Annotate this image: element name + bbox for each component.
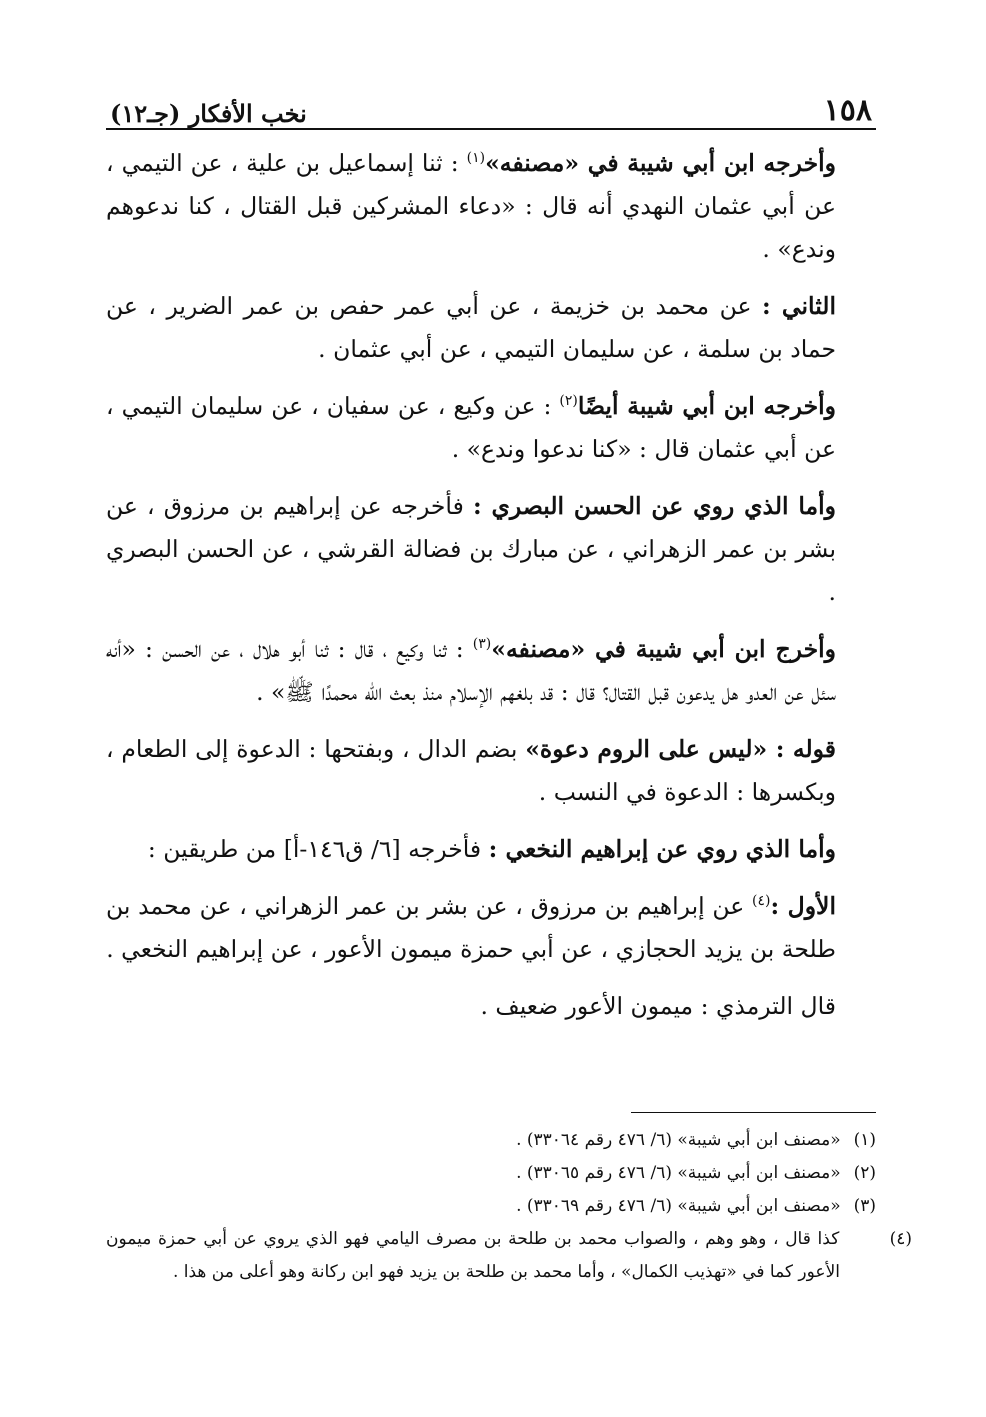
footnote-divider <box>631 1112 876 1113</box>
paragraph <box>106 485 876 614</box>
paragraph <box>106 828 876 871</box>
footnote-text: «مصنف ابن أبي شيبة» (٦/ ٤٧٦ رقم ٣٣٠٦٥) . <box>516 1163 841 1183</box>
paragraph <box>106 885 876 971</box>
running-title: نخب الأفكار (جـ١٢) <box>110 99 307 128</box>
page-header <box>106 72 876 130</box>
paragraph-lead: قوله : «ليس على الروم دعوة» <box>525 735 837 763</box>
footnote <box>106 1223 913 1289</box>
paragraph <box>106 728 876 814</box>
footnote-number: (٤) <box>889 1229 913 1249</box>
footnote <box>106 1157 876 1190</box>
paragraph-text: عن إبراهيم بن مرزوق ، عن بشر بن عمر الزهراني ، عن محمد بن طلحة بن يزيد الحجازي ، عن أبي حمزة ميمون الأعور ، عن إبراهيم النخعي . <box>106 892 836 963</box>
paragraph-text: فأخرجه عن إبراهيم بن مرزوق ، عن بشر بن عمر الزهراني ، عن مبارك بن فضالة القرشي ، عن الحسن البصري . <box>106 492 836 606</box>
paragraph-text: عن محمد بن خزيمة ، عن أبي عمر حفص بن عمر الضرير ، عن حماد بن سلمة ، عن سليمان التيمي ، عن أبي عثمان . <box>106 292 836 363</box>
footnote <box>106 1124 876 1157</box>
footnote-ref[interactable]: (٤) <box>752 893 771 910</box>
paragraph <box>106 285 876 371</box>
paragraph-lead: وأما الذي روي عن إبراهيم النخعي : <box>488 835 836 863</box>
footnote-text: «مصنف ابن أبي شيبة» (٦/ ٤٧٦ رقم ٣٣٠٦٤) . <box>516 1130 841 1150</box>
paragraph-text: فأخرجه [٦/ ق١٤٦-أ] من طريقين : <box>147 835 489 863</box>
footnotes <box>106 1124 913 1289</box>
paragraph-text: : عن وكيع ، عن سفيان ، عن سليمان التيمي ، عن أبي عثمان قال : «كنا ندعوا وندع» . <box>106 392 836 463</box>
footnote <box>106 1190 876 1223</box>
footnote-number: (١) <box>853 1130 876 1150</box>
paragraph-lead: وأخرج ابن أبي شيبة في «مصنفه» <box>491 635 836 663</box>
footnote-ref[interactable]: (٣) <box>472 636 492 653</box>
paragraph-lead: وأما الذي روي عن الحسن البصري : <box>472 492 836 520</box>
main-text <box>106 142 876 1028</box>
footnote-ref[interactable]: (٢) <box>559 393 578 410</box>
footnote-text: كذا قال ، وهو وهم ، والصواب محمد بن طلحة بن مصرف اليامي فهو الذي يروي عن أبي حمزة ميمون الأعور كما في «تهذيب الكمال» ، وأما محمد بن طلحة بن يزيد فهو ابن ركانة وهو أعلى من هذا . <box>106 1229 840 1282</box>
paragraph-lead: الأول : <box>770 892 836 920</box>
paragraph <box>106 142 876 271</box>
paragraph <box>106 985 876 1028</box>
paragraph-text: قال الترمذي : ميمون الأعور ضعيف . <box>480 992 836 1020</box>
paragraph-text: بضم الدال ، وبفتحها : الدعوة إلى الطعام ، وبكسرها : الدعوة في النسب . <box>106 735 836 806</box>
paragraph-text: : ثنا إسماعيل بن علية ، عن التيمي ، عن أبي عثمان النهدي أنه قال : «دعاء المشركين قبل القتال ، كنا ندعوهم وندع» . <box>106 149 836 263</box>
footnote-text: «مصنف ابن أبي شيبة» (٦/ ٤٧٦ رقم ٣٣٠٦٩) . <box>516 1196 841 1216</box>
paragraph-lead: وأخرجه ابن أبي شيبة في «مصنفه» <box>485 149 836 177</box>
book-page <box>106 72 913 1282</box>
paragraph-lead: وأخرجه ابن أبي شيبة أيضًا <box>577 392 836 420</box>
footnote-ref[interactable]: (١) <box>466 150 486 167</box>
paragraph-text: : ثنا وكيع ، قال : ثنا أبو هلال ، عن الحسن : «أنه سئل عن العدو هل يدعون قبل القتال؟ قال : قد بلغهم الإسلام منذ بعث الله محمدًا ﷺ» . <box>106 635 836 706</box>
page-number: ١٥٨ <box>823 93 872 128</box>
paragraph <box>106 628 876 714</box>
paragraph-lead: الثاني : <box>762 292 836 320</box>
footnote-number: (٢) <box>853 1163 876 1183</box>
paragraph <box>106 385 876 471</box>
footnote-number: (٣) <box>853 1196 876 1216</box>
